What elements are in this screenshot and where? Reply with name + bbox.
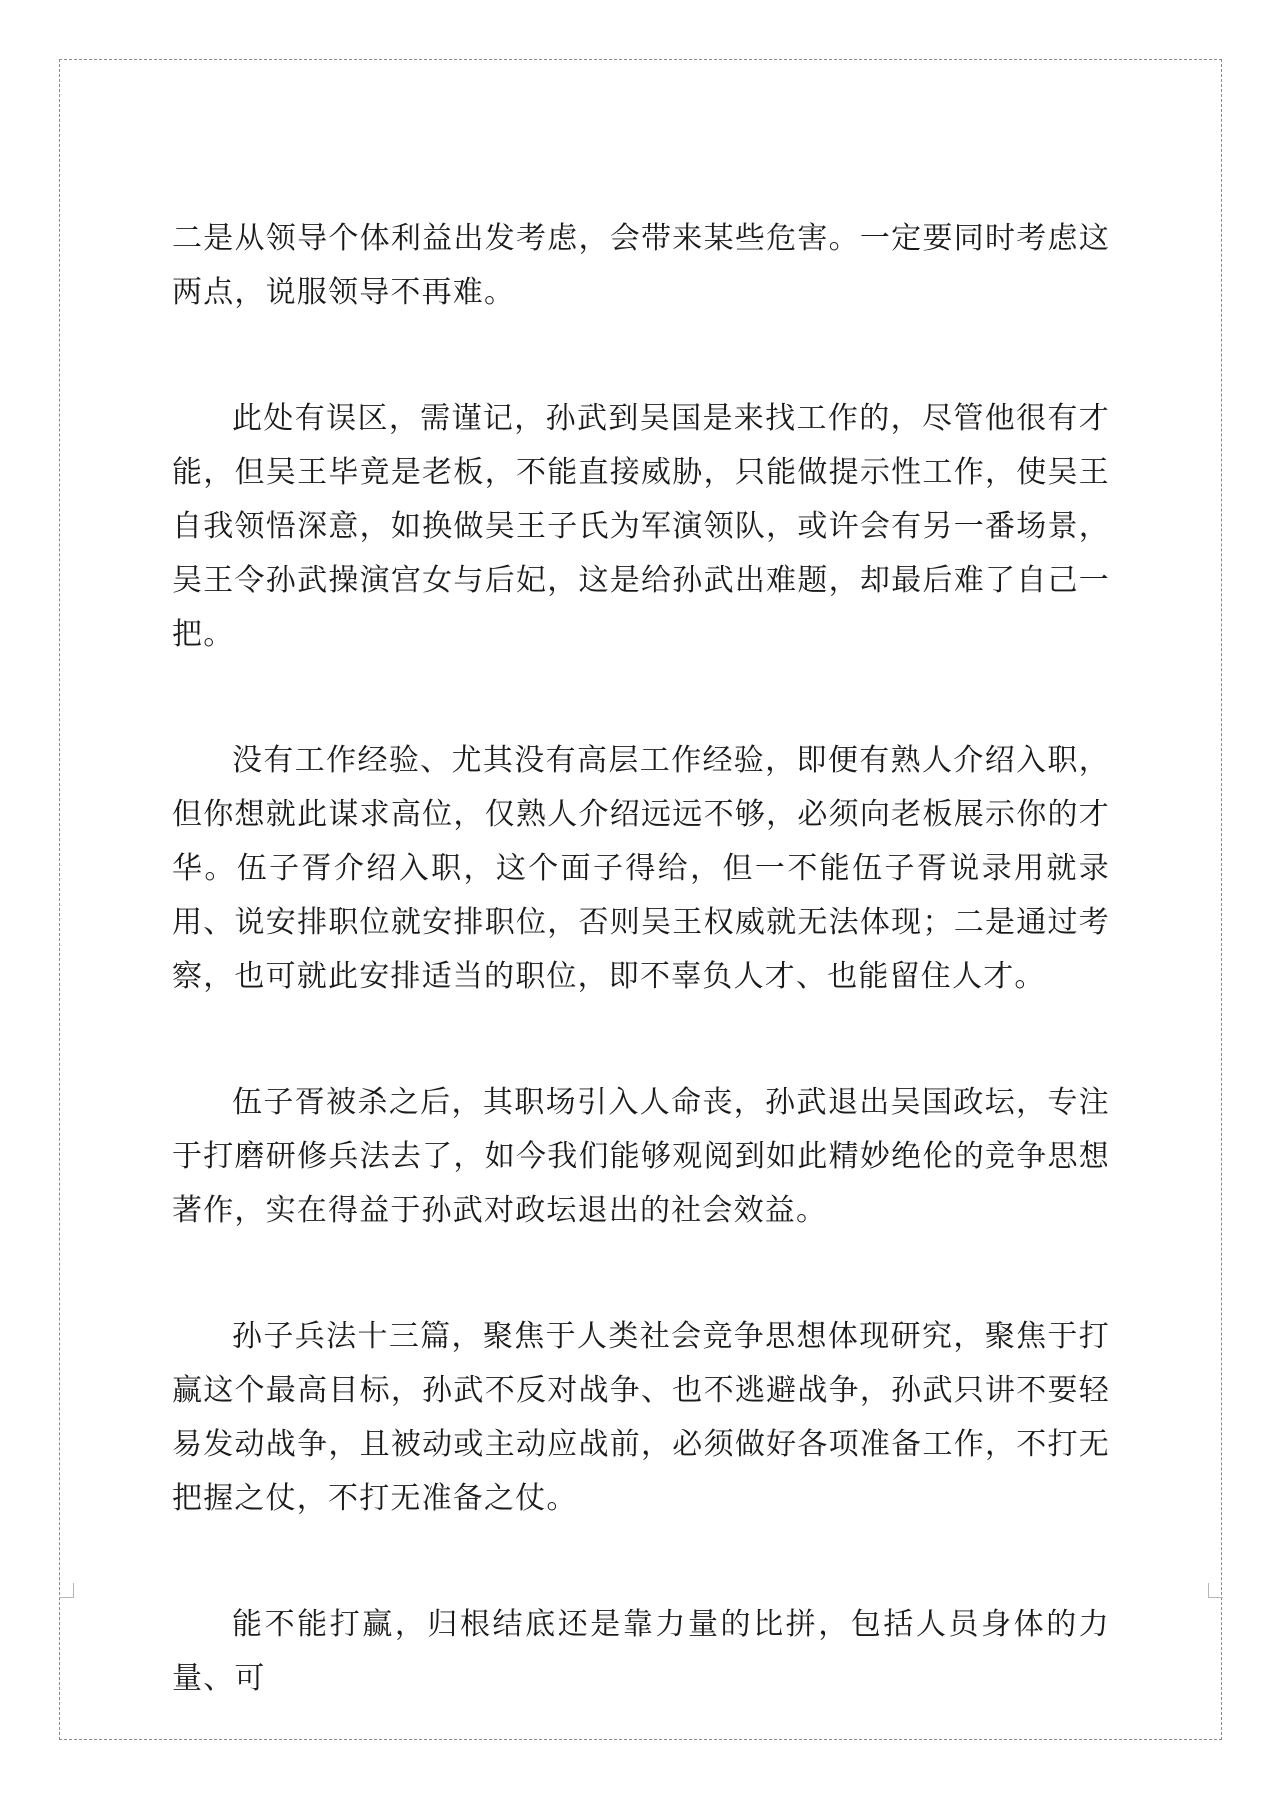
- paragraph-5: 孙子兵法十三篇，聚焦于人类社会竞争思想体现研究，聚焦于打赢这个最高目标，孙武不反对战争、也不逃避战争，孙武只讲不要轻易发动战争，且被动或主动应战前，必须做好各项准备工作，不打无把握之仗，不打无准备之仗。: [172, 1319, 1110, 1516]
- paragraph-6: 能不能打赢，归根结底还是靠力量的比拼，包括人员身体的力量、可: [172, 1607, 1110, 1696]
- paragraph-4: 伍子胥被杀之后，其职场引入人命丧，孙武退出吴国政坛，专注于打磨研修兵法去了，如今我们能够观阅到如此精妙绝伦的竞争思想著作，实在得益于孙武对政坛退出的社会效益。: [172, 1085, 1110, 1228]
- paragraph-3: 没有工作经验、尤其没有高层工作经验，即便有熟人介绍入职，但你想就此谋求高位，仅熟人介绍远远不够，必须向老板展示你的才华。伍子胥介绍入职，这个面子得给，但一不能伍子胥说录用就录用、说安排职位就安排职位，否则吴王权威就无法体现；二是通过考察，也可就此安排适当的职位，即不辜负人才、也能留住人才。: [172, 743, 1110, 994]
- crop-mark-bottom-left: [59, 1583, 74, 1598]
- document-body: [172, 212, 1110, 1706]
- paragraph-2: 此处有误区，需谨记，孙武到吴国是来找工作的，尽管他很有才能，但吴王毕竟是老板，不能直接威胁，只能做提示性工作，使吴王自我领悟深意，如换做吴王子氏为军演领队，或许会有另一番场景，吴王令孙武操演宫女与后妃，这是给孙武出难题，却最后难了自己一把。: [172, 401, 1110, 652]
- crop-mark-bottom-right: [1208, 1583, 1223, 1598]
- paragraph-1: 二是从领导个体利益出发考虑，会带来某些危害。一定要同时考虑这两点，说服领导不再难。: [172, 221, 1110, 310]
